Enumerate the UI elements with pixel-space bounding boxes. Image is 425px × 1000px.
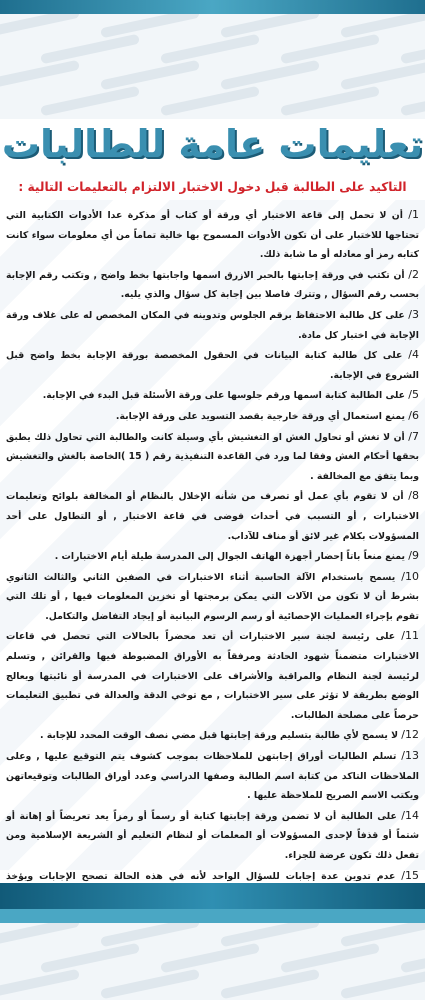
- watermark-shape: [40, 86, 140, 117]
- watermark-shape: [340, 923, 425, 947]
- bottom-decorative-band: [0, 883, 425, 909]
- watermark-shape: [100, 923, 200, 947]
- watermark-shape: [340, 14, 425, 38]
- watermark-shape: [160, 34, 260, 65]
- instruction-number: 1/: [408, 208, 420, 221]
- instruction-item: [6, 305, 419, 345]
- watermark-shape: [220, 969, 320, 1000]
- watermark-shape: [40, 34, 140, 65]
- watermark-shape: [280, 943, 380, 974]
- instruction-text: يمنع منعاً باتاً إحضار أجهزة الهاتف الجوال إلى المدرسة طيلة أيام الاختبارات .: [54, 551, 406, 563]
- watermark-shape: [100, 969, 200, 1000]
- instruction-number: 9/: [408, 549, 419, 563]
- instruction-text: أن لا تحمل إلى قاعة الاختبار أي ورقة أو كتاب أو مذكرة عدا الأدوات الكتابية التي تحتاجها للاختبار على أن تكون الأدوات المسموح بها خالية تماماً من أي معلومات سواء كانت كتابه رمز أو معادله أو ما شابة ذلك.: [6, 210, 419, 261]
- instruction-number: 10/: [401, 569, 419, 583]
- instruction-item: [6, 385, 419, 406]
- instruction-item: [6, 406, 419, 427]
- header-watermark-area: [0, 14, 425, 119]
- watermark-shape: [400, 943, 425, 974]
- watermark-shape: [280, 86, 380, 117]
- instruction-number: 8/: [408, 489, 419, 503]
- watermark-shape: [0, 60, 80, 91]
- instruction-item: [6, 427, 419, 487]
- instruction-number: 5/: [408, 388, 419, 402]
- instruction-number: 2/: [408, 267, 419, 281]
- instruction-number: 6/: [408, 408, 419, 422]
- instruction-text: على كل طالبة كتابة البيانات في الحقول المخصصة بورقة الإجابة بخط واضح قبل الشروع في الإجابة.: [6, 350, 419, 381]
- instruction-item: [6, 345, 419, 385]
- watermark-shape: [220, 923, 320, 947]
- watermark-shape: [0, 969, 80, 1000]
- instruction-item: [6, 626, 419, 725]
- instruction-number: 7/: [408, 429, 419, 443]
- instruction-text: يمنع استعمال أي ورقة خارجية بقصد التسويد على ورقة الإجابة.: [115, 410, 406, 422]
- instruction-number: 12/: [401, 728, 419, 742]
- instruction-text: تسلم الطالبات أوراق إجابتهن للملاحظات بموجب كشوف يتم التوقيع عليها , وعلى الملاحظات التاكد من كتابة اسم الطالبة وصفها الدراسي وعدد أوراق الطالبات وتوقيعاتهن ويكتب الاسم الصريح للملاحظة عليها .: [6, 751, 419, 802]
- watermark-shape: [400, 34, 425, 65]
- instruction-number: 14/: [401, 808, 419, 822]
- watermark-shape: [0, 14, 80, 38]
- subtitle: التاكيد على الطالبة قبل دخول الاختبار الالتزام بالتعليمات التالية :: [18, 180, 407, 194]
- instruction-text: على كل طالبة الاحتفاظ برقم الجلوس وتدوينه في المكان المخصص له على غلاف ورقة الإجابة في اختبار كل مادة.: [6, 309, 419, 341]
- instruction-text: عدم تدوين عدة إجابات للسؤال الواحد لأنه في هذه الحالة تصحح الإجابات ويؤخذ: [6, 870, 396, 882]
- page-title: تعليمات عامة للطالبات: [1, 122, 424, 166]
- watermark-shape: [280, 34, 380, 65]
- instruction-text: على الطالبة كتابة اسمها ورقم جلوسها على ورقة الأسئلة قبل البدء في الإجابة.: [42, 390, 406, 402]
- instruction-item: [6, 546, 419, 567]
- instructions-list: [6, 205, 419, 926]
- instruction-item: [6, 265, 419, 305]
- instruction-item: [6, 725, 419, 746]
- watermark-shape: [160, 86, 260, 117]
- instruction-text: يسمح باستخدام الآلة الحاسبة أثناء الاختبارات في الصفين الثاني والثالث الثانوي بشرط أن لا تكون من الآلات التي يمكن برمجتها أو تخزين المعلومات فيها , أو تلك التي تقوم بإجراء العمليات الإحصائية أو رسم الرسوم البيانية أو إيجاد التفاضل والتكامل.: [6, 571, 419, 622]
- watermark-shape: [160, 943, 260, 974]
- instruction-item: [6, 486, 419, 546]
- top-decorative-band: [0, 0, 425, 14]
- instruction-text: لا يسمح لأي طالبة بتسليم ورقة إجابتها قبل مضي نصف الوقت المحدد للإجابة .: [39, 730, 399, 742]
- instruction-text: على الطالبة أن لا تضمن ورقة إجابتها كتابة أو رسماً أو رمزاً يعد تعريضاً أو إهانة أو شتماً أو قذفاً لإحدى المسؤولات أو المعلمات أو لنظام التعليم أو الشريعة الإسلامية ومن تفعل ذلك تكون عرضة للجزاء.: [6, 810, 419, 861]
- instruction-text: أن لا تغش أو تحاول الغش او التغشيش بأي وسيلة كانت والطالبة التي تحاول ذلك يطبق بحقها أحكام الغش وفقا لما ورد في القاعدة التنفيذية رقم ( 15 )الخاصة بالغش والتغشيش وبما يتفق مع المخالفة .: [6, 431, 419, 482]
- instruction-number: 13/: [401, 749, 419, 763]
- instruction-number: 3/: [408, 307, 419, 321]
- watermark-shape: [100, 60, 200, 91]
- watermark-shape: [40, 943, 140, 974]
- instruction-item: [6, 567, 419, 627]
- instruction-text: أن تكتب في ورقة إجابتها بالحبر الازرق اسمها واجابتها بخط واضح , وتكتب رقم الإجابة بحسب رقم السؤال , وتترك فاصلا بين إجابة كل سؤال والذي يليه.: [6, 269, 419, 301]
- watermark-shape: [400, 86, 425, 117]
- watermark-shape: [0, 923, 80, 947]
- watermark-shape: [340, 969, 425, 1000]
- watermark-shape: [220, 60, 320, 91]
- bottom-decorative-stripe: [0, 909, 425, 923]
- instruction-text: أن لا تقوم بأي عمل أو تصرف من شأنه الإخلال بالنظام أو المخالفة بلوائح وتعليمات الاختبارات , أو التسبب في أحداث فوضى في قاعة الاختبار , أو التطاول على أحد المسؤولات بكلام غير لائق أو مناف للآداب.: [6, 491, 419, 542]
- instruction-number: 4/: [408, 348, 419, 362]
- instruction-text: على رئيسة لجنة سير الاختبارات أن تعد محضراً بالحالات التي تحصل في قاعات الاختبارات متضمناً شهود الحادثة ومرفقاً به الأوراق المضبوطة فيها والقرائن , وتسلم لرئيسة لجنة النظام والمراقبة والأشراف على الاختبارات في المدرسة أو نائبتها ويعالج الوضع بطريقة لا تؤثر على سير الاختبارات , مع توخي الدقة والعدالة في تطبيق التعليمات حرصاً على مصلحة الطالبات.: [6, 631, 419, 721]
- instruction-item: [6, 806, 419, 866]
- watermark-shape: [100, 14, 200, 38]
- watermark-shape: [220, 14, 320, 38]
- instruction-item: [6, 746, 419, 806]
- instruction-number: 11/: [401, 629, 419, 643]
- watermark-shape: [340, 60, 425, 91]
- footer-watermark-area: [0, 923, 425, 1000]
- instruction-item: [6, 205, 419, 265]
- instruction-number: 15/: [401, 868, 419, 882]
